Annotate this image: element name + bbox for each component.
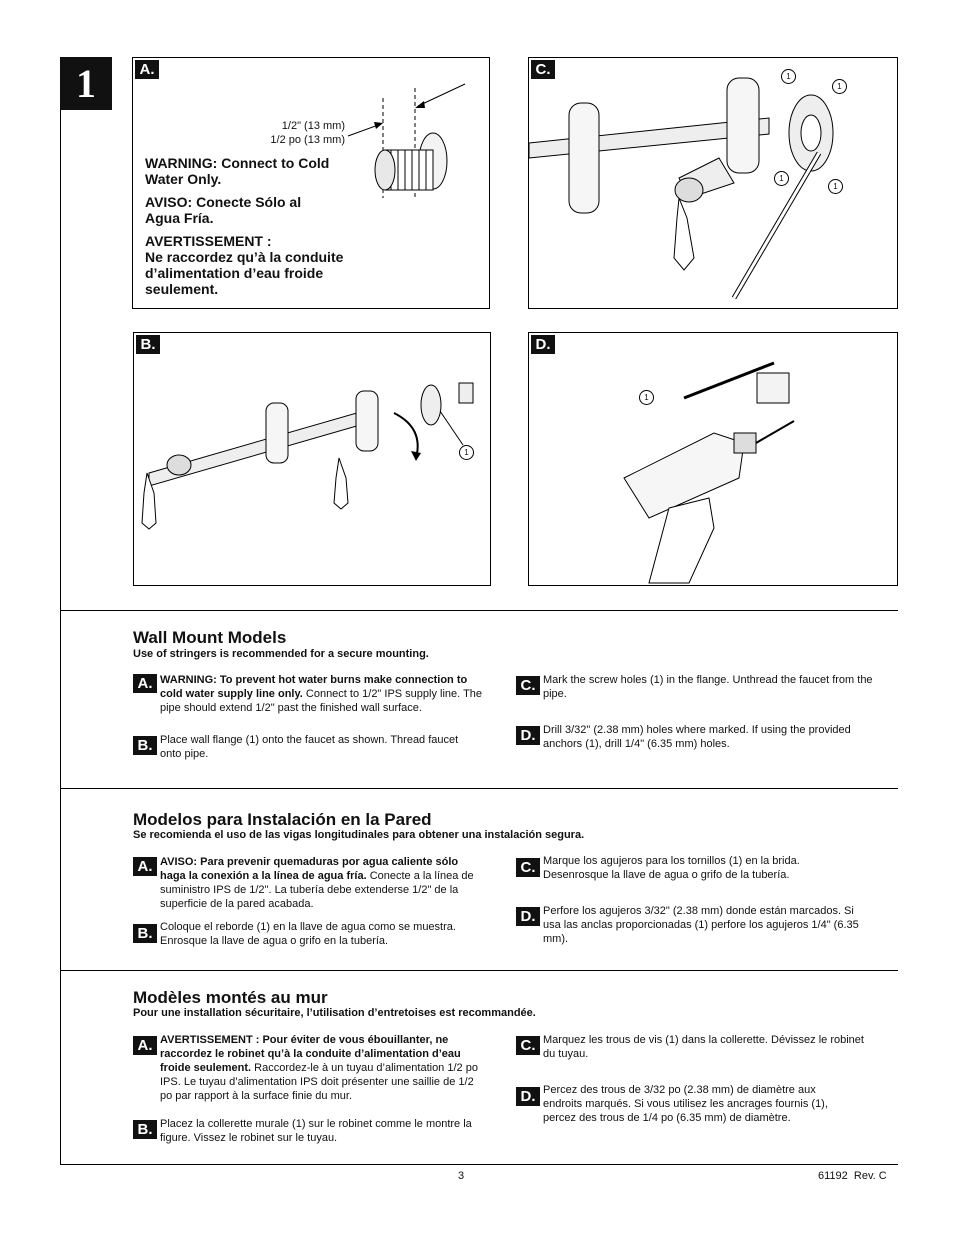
drill-illustration — [529, 333, 899, 587]
panel-b — [133, 332, 491, 586]
fr-a-bold: AVERTISSEMENT : Pour éviter de vous ébouillanter, ne raccordez le robinet qu’à la conduite d’alimentation d’eau froide seulement. — [160, 1034, 461, 1074]
en-a-body: Connect to 1/2" IPS supply line. The pipe should extend 1/2" past the finished wall surface. — [160, 688, 483, 714]
section-title-es: Modelos para Instalación en la Pared — [133, 810, 432, 829]
page-frame-left — [60, 57, 61, 1165]
panel-d-tag: D. — [531, 335, 555, 354]
page-frame-bottom — [60, 1164, 898, 1165]
warning-es: AVISO: Conecte Sólo al Agua Fría. — [145, 194, 302, 226]
fr-d-text: Percez des trous de 3/32 po (2.38 mm) de diamètre aux endroits marqués. Si vous utilisez les ancrages fournis (1), percez des trous de 1/4 po (6.35 mm) de diamètre. — [543, 1084, 828, 1124]
fr-d-tag: D. — [516, 1087, 540, 1106]
panel-a — [132, 57, 490, 309]
fr-a-tag: A. — [133, 1036, 157, 1055]
callout-1-c-d: 1 — [828, 179, 843, 194]
fr-c-text: Marquez les trous de vis (1) dans la collerette. Dévissez le robinet du tuyau. — [543, 1034, 864, 1060]
panel-c — [528, 57, 898, 309]
section-title-en: Wall Mount Models — [133, 628, 287, 647]
dimension-en: 1/2" (13 mm) — [281, 120, 345, 132]
divider-3 — [60, 970, 898, 971]
es-a-bold: AVISO: Para prevenir quemaduras por agua caliente sólo haga la conexión a la línea de agua fría. — [160, 856, 459, 882]
section-subtitle-en: Use of stringers is recommended for a secure mounting. — [133, 648, 429, 660]
en-a-bold: WARNING: To prevent hot water burns make connection to cold water supply line only. — [160, 674, 468, 700]
panel-a-tag: A. — [135, 60, 159, 79]
en-c-tag: C. — [516, 676, 540, 695]
es-b-tag: B. — [133, 924, 157, 943]
es-d-text: Perfore los agujeros 3/32" (2.38 mm) donde están marcados. Si usa las anclas proporcionadas (1) perfore los agujeros 1/4" (6.35 mm). — [543, 905, 859, 945]
es-a-tag: A. — [133, 857, 157, 876]
divider-1 — [60, 610, 898, 611]
callout-1-b: 1 — [459, 445, 474, 460]
faucet-marking-illustration — [529, 58, 899, 310]
dimension-fr: 1/2 po (13 mm) — [270, 134, 345, 146]
en-a-tag: A. — [133, 674, 157, 693]
es-a-body: Conecte a la línea de suministro IPS de 1/2". La tubería debe extenderse 1/2" de la superficie de la pared acabada. — [160, 870, 474, 910]
en-d-tag: D. — [516, 726, 540, 745]
fr-c-tag: C. — [516, 1036, 540, 1055]
en-c-text: Mark the screw holes (1) in the flange. Unthread the faucet from the pipe. — [543, 674, 873, 700]
en-b-text: Place wall flange (1) onto the faucet as shown. Thread faucet onto pipe. — [160, 734, 459, 760]
en-b-tag: B. — [133, 736, 157, 755]
fr-a-text — [160, 1033, 480, 1103]
fr-a-body: Raccordez-le à un tuyau d’alimentation 1/2 po IPS. Le tuyau d’alimentation IPS doit présenter une saillie de 1/2 po par rapport à la surface finie du mur. — [160, 1062, 478, 1102]
warning-en: WARNING: Connect to Cold Water Only. — [145, 155, 330, 187]
callout-1-c-a: 1 — [781, 69, 796, 84]
panel-d — [528, 332, 898, 586]
flange-threading-illustration — [134, 333, 492, 587]
en-d-text: Drill 3/32" (2.38 mm) holes where marked. If using the provided anchors (1), drill 1/4" (6.35 mm) holes. — [543, 724, 851, 750]
en-a-text — [160, 673, 485, 715]
es-c-tag: C. — [516, 858, 540, 877]
es-d-tag: D. — [516, 907, 540, 926]
fr-b-text: Placez la collerette murale (1) sur le robinet comme le montre la figure. Vissez le robinet sur le tuyau. — [160, 1118, 472, 1144]
panel-b-tag: B. — [136, 335, 160, 354]
es-a-text — [160, 855, 480, 911]
pipe-nipple-illustration — [133, 58, 491, 310]
es-c-text: Marque los agujeros para los tornillos (1) en la brida. Desenrosque la llave de agua o grifo de la tubería. — [543, 855, 800, 881]
section-subtitle-fr: Pour une installation sécuritaire, l’utilisation d’entretoises est recommandée. — [133, 1007, 536, 1019]
callout-1-c-c: 1 — [774, 171, 789, 186]
warning-fr-line2: Ne raccordez qu’à la conduite d’alimentation d’eau froide seulement. — [145, 249, 344, 297]
doc-id: 61192 Rev. C — [818, 1170, 887, 1182]
es-b-text: Coloque el reborde (1) en la llave de agua como se muestra. Enrosque la llave de agua o grifo en la tubería. — [160, 921, 456, 947]
callout-1-d: 1 — [639, 390, 654, 405]
step-number: 1 — [60, 57, 112, 110]
section-subtitle-es: Se recomienda el uso de las vigas longitudinales para obtener una instalación segura. — [133, 829, 585, 841]
section-title-fr: Modèles montés au mur — [133, 988, 328, 1007]
panel-c-tag: C. — [531, 60, 555, 79]
fr-b-tag: B. — [133, 1120, 157, 1139]
divider-2 — [60, 788, 898, 789]
page-number: 3 — [458, 1170, 465, 1182]
warning-fr-line1: AVERTISSEMENT : — [145, 233, 272, 249]
callout-1-c-b: 1 — [832, 79, 847, 94]
